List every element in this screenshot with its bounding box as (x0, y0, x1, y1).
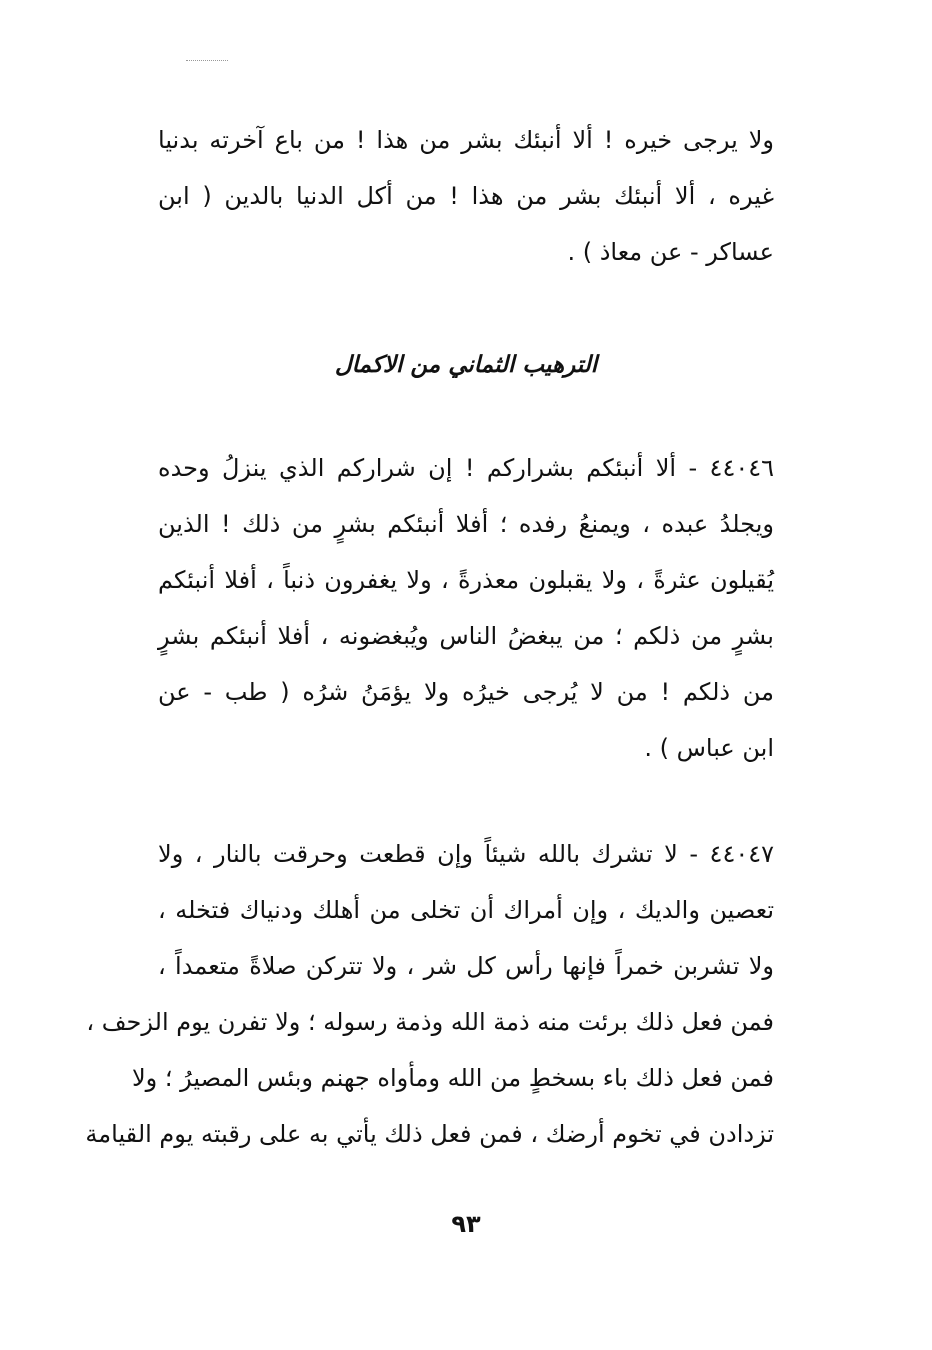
text-line: من ذلكم ! من لا يُرجى خيرُه ولا يؤمَنُ شرُه ( طب - عن (158, 678, 774, 706)
top-margin-mark (186, 60, 228, 63)
text-line: ٤٤٠٤٦ - ألا أنبئكم بشراركم ! إن شراركم الذي ينزلُ وحده (158, 454, 774, 482)
text-line: يُقيلون عثرةً ، ولا يقبلون معذرةً ، ولا يغفرون ذنباً ، أفلا أنبئكم (158, 566, 774, 594)
text-line: ويجلدُ عبده ، ويمنعُ رفده ؛ أفلا أنبئكم بشرٍ من ذلك ! الذين (158, 510, 774, 538)
hadith-44047 (85, 826, 774, 1162)
text-line: عساكر - عن معاذ ) . (567, 238, 774, 266)
text-line: ابن عباس ) . (644, 734, 774, 762)
page-number: ٩٣ (451, 1210, 481, 1238)
text-line: ولا تشربن خمراً فإنها رأس كل شر ، ولا تتركن صلاةً متعمداً ، (158, 952, 774, 980)
section-heading: الترهيب الثماني من الاكمال (334, 351, 598, 378)
text-line: تعصين والديك ، وإن أمراك أن تخلى من أهلك ودنياك فتخله ، (158, 896, 774, 924)
paragraph-continuation (158, 112, 774, 280)
text-line: ٤٤٠٤٧ - لا تشرك بالله شيئاً وإن قطعت وحرقت بالنار ، ولا (158, 840, 774, 868)
text-line: ولا يرجى خيره ! ألا أنبئك بشر من هذا ! من باع آخرته بدنيا (158, 126, 774, 154)
text-line: فمن فعل ذلك برئت منه ذمة الله وذمة رسوله ؛ ولا تفرن يوم الزحف ، (86, 1008, 774, 1036)
text-line: تزدادن في تخوم أرضك ، فمن فعل ذلك يأتي به على رقبته يوم القيامة (85, 1120, 774, 1148)
text-line: فمن فعل ذلك باء بسخطٍ من الله ومأواه جهنم وبئس المصيرُ ؛ ولا (131, 1064, 774, 1092)
hadith-44046 (158, 440, 774, 776)
text-line: غيره ، ألا أنبئك بشر من هذا ! من أكل الدنيا بالدين ( ابن (158, 182, 774, 210)
text-line: بشرٍ من ذلكم ؛ من يبغضُ الناس ويُبغضونه ، أفلا أنبئكم بشرٍ (158, 622, 774, 650)
